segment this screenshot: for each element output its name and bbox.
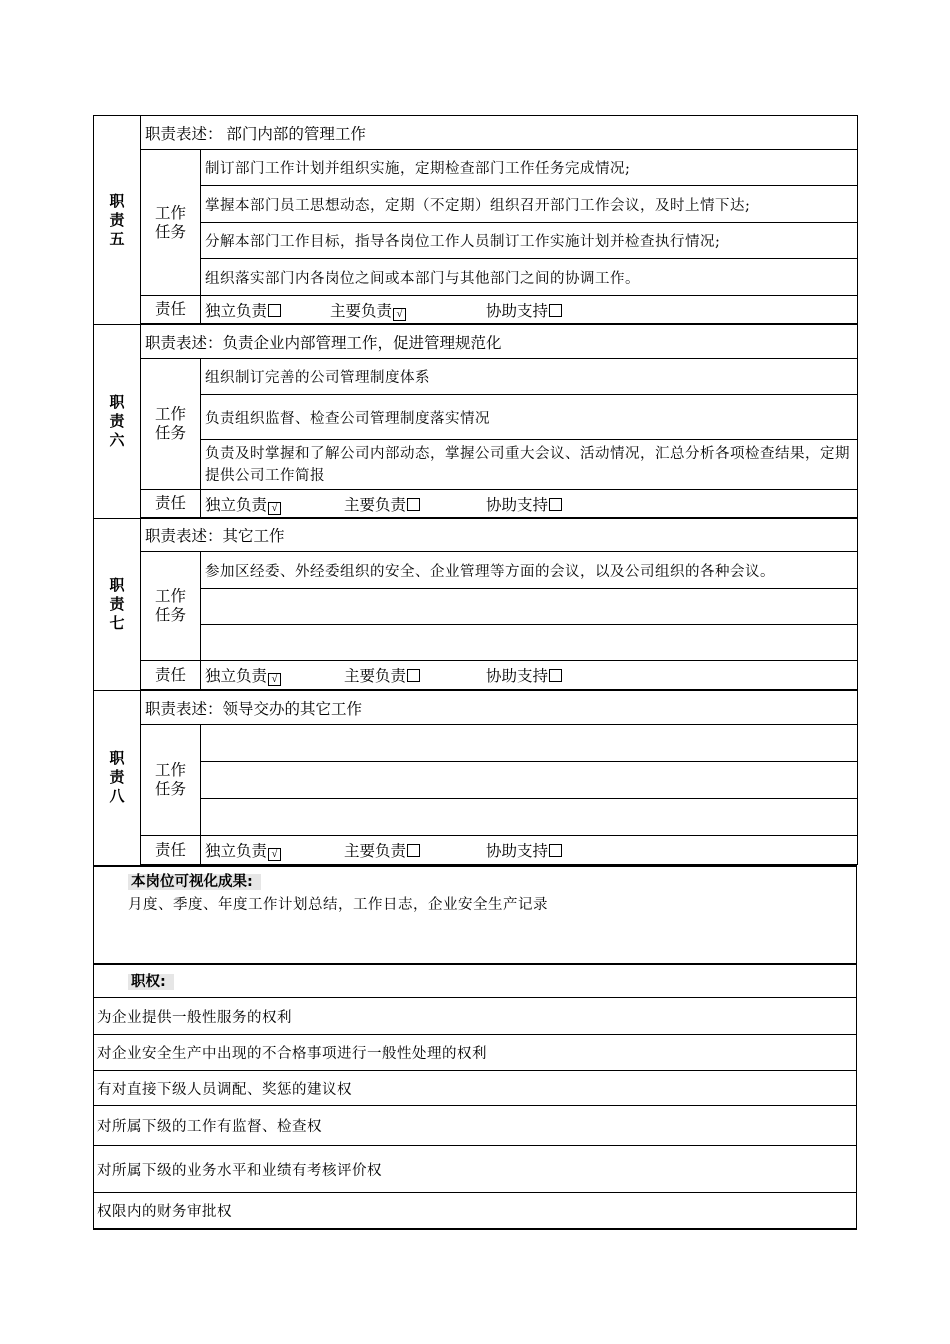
duty-7-task-2 — [201, 589, 858, 625]
duty-6-label: 职责六 — [94, 325, 141, 519]
duty-6-opt-independent[interactable]: 独立负责 √ — [205, 493, 344, 515]
duty-7-task-1: 参加区经委、外经委组织的安全、企业管理等方面的会议，以及公司组织的各种会议。 — [201, 552, 858, 589]
checkbox-icon[interactable] — [268, 304, 281, 317]
duty-5-description: 职责表述： 部门内部的管理工作 — [141, 116, 858, 150]
authority-item: 对所属下级的业务水平和业绩有考核评价权 — [94, 1146, 857, 1193]
duty-6-task-1: 组织制订完善的公司管理制度体系 — [201, 359, 858, 395]
authority-item: 权限内的财务审批权 — [94, 1193, 857, 1229]
duty-5-task-2: 掌握本部门员工思想动态，定期（不定期）组织召开部门工作会议，及时上情下达; — [201, 186, 858, 223]
duty-8-resp-label: 责任 — [141, 836, 201, 865]
checkbox-icon[interactable] — [549, 844, 562, 857]
duty-6-task-3: 负责及时掌握和了解公司内部动态，掌握公司重大会议、活动情况，汇总分析各项检查结果，定期提供公司工作简报 — [201, 440, 858, 490]
visible-results-text: 月度、季度、年度工作计划总结，工作日志，企业安全生产记录 — [128, 896, 548, 913]
duty-8-task-1 — [201, 725, 858, 762]
duty-6-task-label: 工作任务 — [141, 359, 201, 490]
duty-6-resp-label: 责任 — [141, 490, 201, 518]
checkbox-checked-icon[interactable]: √ — [268, 673, 281, 686]
duty-6-task-2: 负责组织监督、检查公司管理制度落实情况 — [201, 395, 858, 440]
results-authority-table — [93, 865, 857, 1230]
checkbox-icon[interactable] — [407, 844, 420, 857]
duty-7-resp-options — [201, 661, 858, 690]
job-description-document — [93, 115, 857, 1230]
checkbox-icon[interactable] — [549, 669, 562, 682]
checkbox-icon[interactable] — [549, 304, 562, 317]
duty-5-description-row — [94, 116, 858, 150]
duty-5-resp-label: 责任 — [141, 296, 201, 324]
authority-item: 有对直接下级人员调配、奖惩的建议权 — [94, 1071, 857, 1106]
authority-item: 为企业提供一般性服务的权利 — [94, 998, 857, 1035]
duty-7-description: 职责表述：其它工作 — [141, 519, 858, 552]
duty-8-opt-assist[interactable]: 协助支持 — [486, 839, 562, 861]
authority-item: 对企业安全生产中出现的不合格事项进行一般性处理的权利 — [94, 1035, 857, 1071]
authority-heading: 职权: — [128, 974, 174, 990]
duty-8-task-3 — [201, 799, 858, 836]
duty-6-opt-assist[interactable]: 协助支持 — [486, 493, 562, 515]
checkbox-icon[interactable] — [407, 669, 420, 682]
duty-7-opt-independent[interactable]: 独立负责 √ — [205, 664, 344, 686]
checkbox-checked-icon[interactable]: √ — [268, 848, 281, 861]
duty-5-task-label: 工作任务 — [141, 150, 201, 296]
duty-8-opt-independent[interactable]: 独立负责 √ — [205, 839, 344, 861]
duty-5-task-4: 组织落实部门内各岗位之间或本部门与其他部门之间的协调工作。 — [201, 259, 858, 296]
duties-table — [93, 115, 858, 866]
authority-heading-row — [94, 964, 857, 998]
duty-8-task-label: 工作任务 — [141, 725, 201, 836]
duty-7-opt-assist[interactable]: 协助支持 — [486, 664, 562, 686]
duty-6-description: 职责表述：负责企业内部管理工作，促进管理规范化 — [141, 325, 858, 359]
duty-8-description: 职责表述：领导交办的其它工作 — [141, 691, 858, 725]
duty-6-opt-main[interactable]: 主要负责 — [344, 493, 486, 515]
duty-8-task-2 — [201, 762, 858, 799]
duty-7-task-label: 工作任务 — [141, 552, 201, 661]
duty-5-label: 职责五 — [94, 116, 141, 325]
checkbox-icon[interactable] — [549, 498, 562, 511]
duty-5-opt-independent[interactable]: 独立负责 — [205, 299, 330, 321]
duty-8-opt-main[interactable]: 主要负责 — [344, 839, 486, 861]
duty-5-opt-main[interactable]: 主要负责 √ — [330, 299, 486, 321]
authority-item: 对所属下级的工作有监督、检查权 — [94, 1106, 857, 1146]
duty-7-opt-main[interactable]: 主要负责 — [344, 664, 486, 686]
duty-7-label: 职责七 — [94, 519, 141, 691]
duty-5-task-1: 制订部门工作计划并组织实施，定期检查部门工作任务完成情况; — [201, 150, 858, 186]
checkbox-checked-icon[interactable]: √ — [268, 502, 281, 515]
checkbox-icon[interactable] — [407, 498, 420, 511]
duty-7-task-3 — [201, 625, 858, 661]
duty-6-resp-options — [201, 490, 858, 518]
duty-8-label: 职责八 — [94, 691, 141, 866]
duty-5-resp-options — [201, 296, 858, 324]
duty-7-resp-label: 责任 — [141, 661, 201, 690]
visible-results-section — [94, 866, 857, 964]
duty-5-task-3: 分解本部门工作目标，指导各岗位工作人员制订工作实施计划并检查执行情况; — [201, 223, 858, 259]
checkbox-checked-icon[interactable]: √ — [393, 308, 406, 321]
visible-results-heading: 本岗位可视化成果: — [128, 874, 261, 890]
duty-8-resp-options — [201, 836, 858, 865]
duty-5-opt-assist[interactable]: 协助支持 — [486, 299, 562, 321]
